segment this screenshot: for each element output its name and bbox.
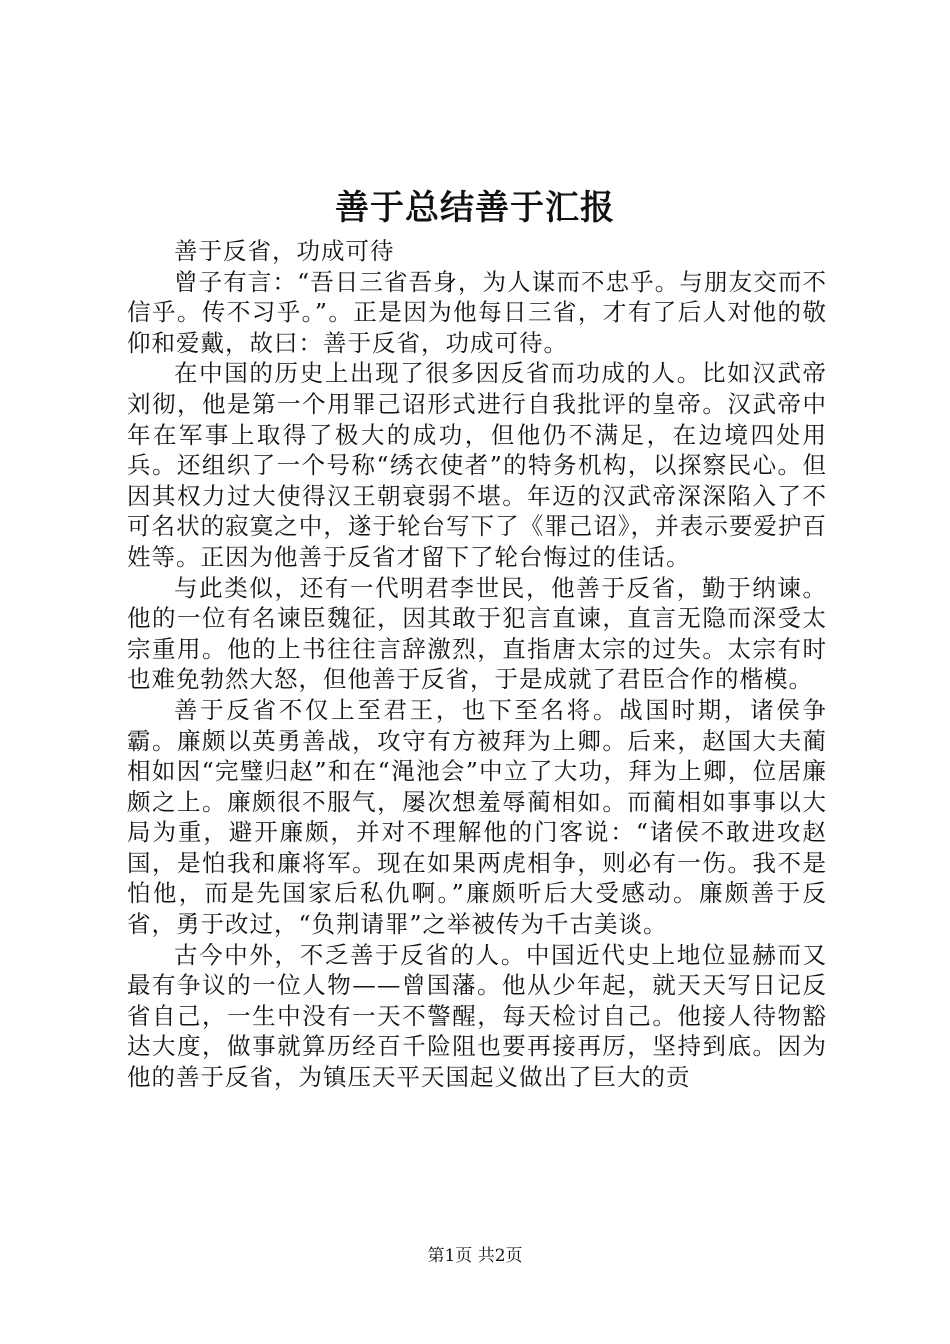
document-title: 善于总结善于汇报 — [335, 188, 615, 228]
paragraph: 古今中外，不乏善于反省的人。中国近代史上地位显赫而又最有争议的一位人物——曾国藩。他从少年起，就天天写日记反省自己，一生中没有一天不警醒，每天检讨自己。他接人待物豁达大度，做事就算历经百千险阻也要再接再厉，坚持到底。因为他的善于反省，为镇压天平天国起义做出了巨大的贡 — [127, 940, 827, 1092]
paragraph: 善于反省不仅上至君王，也下至名将。战国时期，诸侯争霸。廉颇以英勇善战，攻守有方被拜为上卿。后来，赵国大夫蔺相如因“完璧归赵”和在“渑池会”中立了大功，拜为上卿，位居廉颇之上。廉颇很不服气，屡次想羞辱蔺相如。而蔺相如事事以大局为重，避开廉颇，并对不理解他的门客说：“诸侯不敢进攻赵国，是怕我和廉将军。现在如果两虎相争，则必有一伤。我不是怕他，而是先国家后私仇啊。”廉颇听后大受感动。廉颇善于反省，勇于改过，“负荆请罪”之举被传为千古美谈。 — [127, 695, 827, 939]
paragraph-subtitle: 善于反省，功成可待 — [174, 237, 395, 265]
document-body — [127, 236, 827, 1093]
paragraph: 在中国的历史上出现了很多因反省而功成的人。比如汉武帝刘彻，他是第一个用罪己诏形式进行自我批评的皇帝。汉武帝中年在军事上取得了极大的成功，但他仍不满足，在边境四处用兵。还组织了一个号称“绣衣使者”的特务机构，以探察民心。但因其权力过大使得汉王朝衰弱不堪。年迈的汉武帝深深陷入了不可名状的寂寞之中，遂于轮台写下了《罪己诏》，并表示要爱护百姓等。正因为他善于反省才留下了轮台悔过的佳话。 — [127, 359, 827, 571]
paragraph: 与此类似，还有一代明君李世民，他善于反省，勤于纳谏。他的一位有名谏臣魏征，因其敢于犯言直谏，直言无隐而深受太宗重用。他的上书往往言辞激烈，直指唐太宗的过失。太宗有时也难免勃然大怒，但他善于反省，于是成就了君臣合作的楷模。 — [127, 573, 827, 694]
page-footer: 第1页 共2页 — [427, 1246, 523, 1266]
paragraph: 曾子有言：“吾日三省吾身，为人谋而不忠乎。与朋友交而不信乎。传不习乎。”。正是因为他每日三省，才有了后人对他的敬仰和爱戴，故曰：善于反省，功成可待。 — [127, 267, 827, 357]
